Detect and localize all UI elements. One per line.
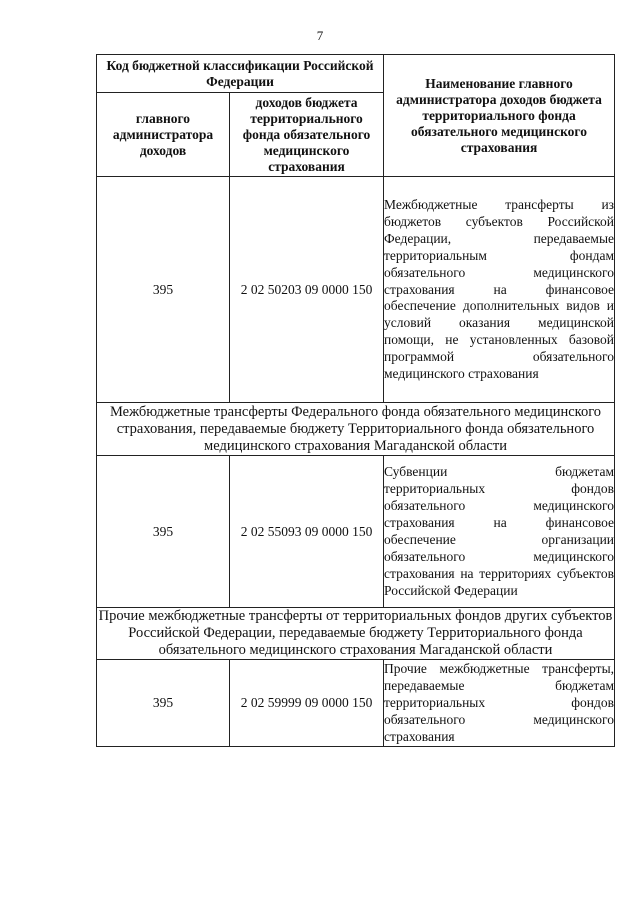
description-text: Субвенции бюджетам территориальных фондов обязательного медицинского страхования на финансовое обеспечение организации обязательного медицинского страхования на территориях субъектов Российской Федерации — [384, 464, 615, 598]
header-administrator-name: Наименование главного администратора доходов бюджета территориального фонда обязательного медицинского страхования — [384, 55, 615, 177]
description-text: Прочие межбюджетные трансферты, передаваемые бюджетам территориальных фондов обязательного медицинского страхования — [384, 661, 615, 744]
admin-code-cell: 395 — [97, 177, 230, 403]
admin-code-cell: 395 — [97, 456, 230, 608]
income-code-cell: 2 02 55093 09 0000 150 — [230, 456, 384, 608]
description-cell — [384, 660, 615, 747]
budget-classification-table — [96, 54, 615, 747]
header-income-column: доходов бюджета территориального фонда обязательного медицинского страхования — [230, 93, 384, 177]
description-cell — [384, 456, 615, 608]
description-text: Межбюджетные трансферты из бюджетов субъектов Российской Федерации, передаваемые территориальным фондам обязательного медицинского страхования на финансовое обеспечение дополнительных видов и условий оказания медицинской помощи, не установленных базовой программой обязательного медицинского страхования — [384, 197, 615, 382]
header-admin-column: главного администратора доходов — [97, 93, 230, 177]
admin-code-cell: 395 — [97, 660, 230, 747]
section-row — [97, 608, 615, 660]
section-heading: Прочие межбюджетные трансферты от территориальных фондов других субъектов Российской Федерации, передаваемые бюджету Территориального фонда обязательного медицинского страхования Магаданской области — [97, 608, 615, 660]
section-heading: Межбюджетные трансферты Федерального фонда обязательного медицинского страхования, передаваемые бюджету Территориального фонда обязательного медицинского страхования Магаданской области — [97, 403, 615, 456]
page-number: 7 — [316, 28, 324, 43]
table-row — [97, 456, 615, 608]
description-cell — [384, 177, 615, 403]
table-row — [97, 660, 615, 747]
table-row — [97, 177, 615, 403]
income-code-cell: 2 02 50203 09 0000 150 — [230, 177, 384, 403]
header-classification-code: Код бюджетной классификации Российской Федерации — [97, 55, 384, 93]
section-row — [97, 403, 615, 456]
income-code-cell: 2 02 59999 09 0000 150 — [230, 660, 384, 747]
